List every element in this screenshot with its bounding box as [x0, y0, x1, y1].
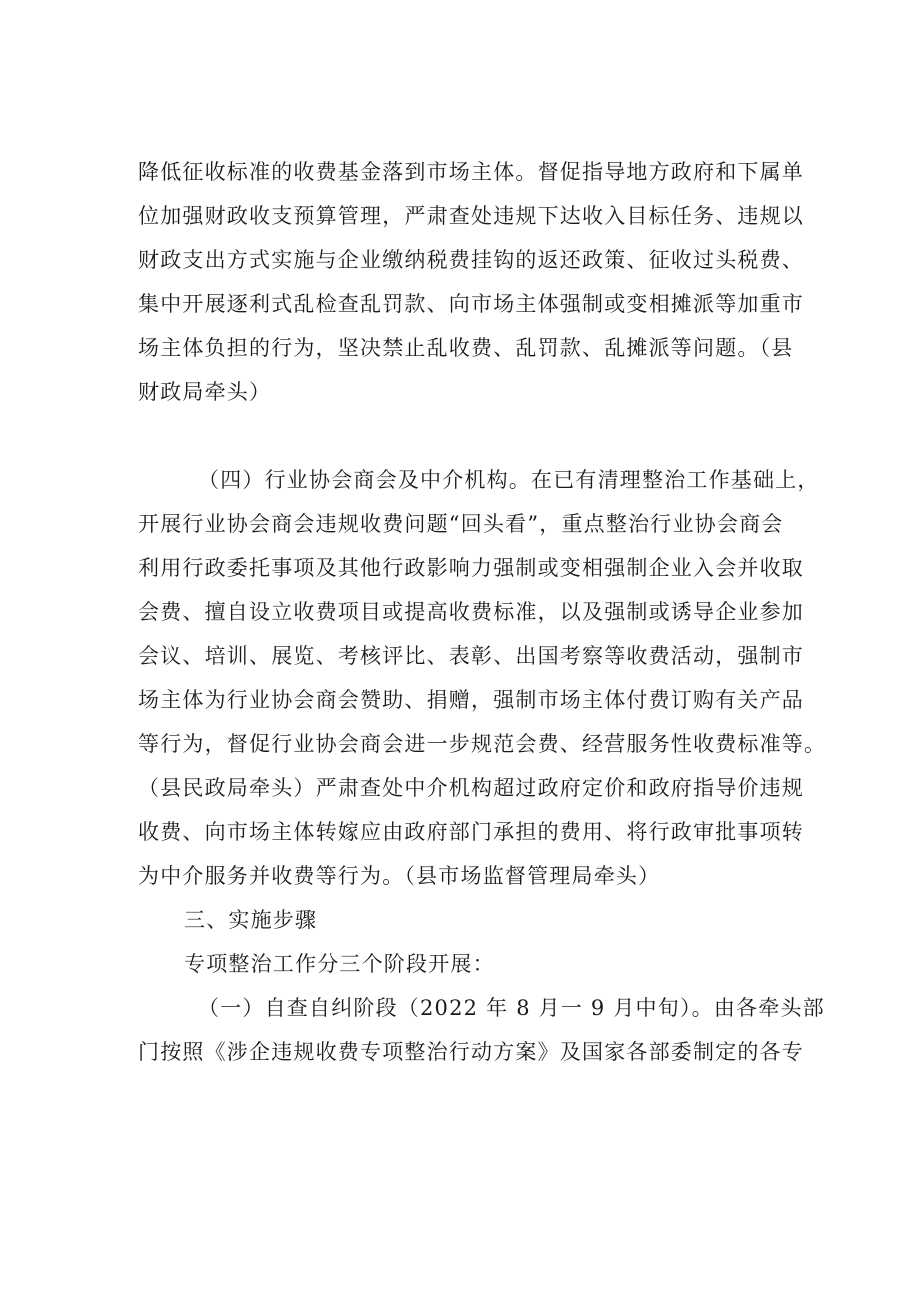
text-line: 门按照《涉企违规收费专项整治行动方案》及国家各部委制定的各专 [138, 1040, 804, 1064]
text-line: 场主体负担的行为，坚决禁止乱收费、乱罚款、乱摊派等问题。（县 [138, 336, 794, 360]
text-line: 集中开展逐利式乱检查乱罚款、向市场主体强制或变相摊派等加重市 [138, 292, 804, 316]
text-line: 财政支出方式实施与企业缴纳税费挂钩的返还政策、征收过头税费、 [138, 248, 804, 272]
section-heading: 三、实施步骤 [184, 908, 318, 932]
text-line: 降低征收标准的收费基金落到市场主体。督促指导地方政府和下属单 [138, 160, 804, 184]
paragraph-gap [138, 414, 798, 458]
text-line: （一）自查自纠阶段（2022 年 8 月一 9 月中旬）。由各牵头部 [198, 996, 825, 1020]
text-line: 开展行业协会商会违规收费问题“回头看”，重点整治行业协会商会 [138, 512, 784, 536]
paragraph-fiscal-burden [138, 150, 804, 414]
text-line: 等行为，督促行业协会商会进一步规范会费、经营服务性收费标准等。 [138, 732, 827, 756]
paragraph-self-inspection [138, 986, 825, 1074]
text-line: 场主体为行业协会商会赞助、捐赠，强制市场主体付费订购有关产品 [138, 688, 804, 712]
text-line: 会费、擅自设立收费项目或提高收费标准，以及强制或诱导企业参加 [138, 600, 804, 624]
text-line: （县民政局牵头）严肃查处中介机构超过政府定价和政府指导价违规 [138, 776, 804, 800]
text-line: （四）行业协会商会及中介机构。在已有清理整治工作基础上， [198, 468, 820, 492]
text-line: 会议、培训、展览、考核评比、表彰、出国考察等收费活动，强制市 [138, 644, 804, 668]
text-line: 为中介服务并收费等行为。（县市场监督管理局牵头） [138, 864, 661, 888]
text-line: 利用行政委托事项及其他行政影响力强制或变相强制企业入会并收取 [138, 556, 804, 580]
document-body [138, 150, 827, 1074]
text-line: 财政局牵头） [138, 380, 272, 404]
text-line: 位加强财政收支预算管理，严肃查处违规下达收入目标任务、违规以 [138, 204, 804, 228]
section-intro: 专项整治工作分三个阶段开展： [184, 952, 495, 976]
paragraph-industry-associations [138, 458, 827, 898]
text-line: 收费、向市场主体转嫁应由政府部门承担的费用、将行政审批事项转 [138, 820, 804, 844]
